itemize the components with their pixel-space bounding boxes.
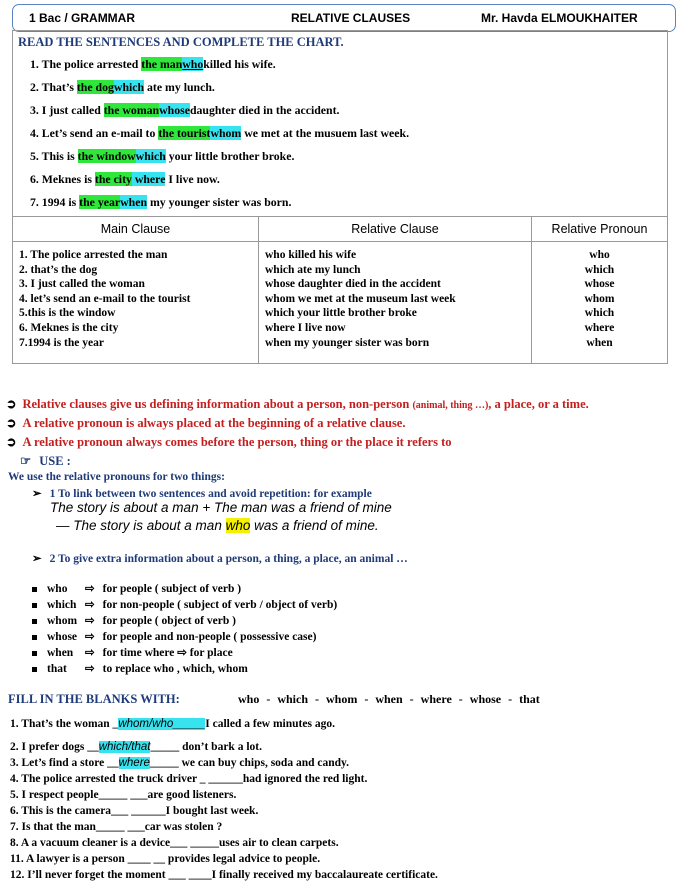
page-header: [12, 4, 676, 32]
relative-clause-chart: [12, 216, 668, 364]
pronoun-usage-item: when ⇨ for time where ⇨ for place: [32, 645, 233, 659]
answer-highlight: whom/who_____: [118, 718, 206, 730]
sentence-7: 7. 1994 is the yearwhen my younger sister was born.: [30, 195, 292, 209]
arrow-icon: ➲: [6, 397, 17, 411]
header-level: 1 Bac / GRAMMAR: [29, 11, 136, 25]
relative-clause-cell: who killed his wife which ate my lunch whose daughter died in the accident whom we met at the museum last week which your little brother broke where I live now when my younger sister was born: [259, 242, 532, 364]
noun-highlight: the year: [79, 195, 121, 209]
col-relative-pronoun: Relative Pronoun: [532, 217, 668, 242]
relative-pronoun-cell: who which whose whom which where when: [532, 242, 668, 364]
example-line-2: — The story is about a man who was a friend of mine.: [56, 518, 379, 533]
noun-highlight: the window: [77, 149, 136, 163]
example-line-1: The story is about a man + The man was a friend of mine: [50, 500, 392, 515]
exercise-question-12: 12. I’ll never forget the moment ___ ____I finally received my baccalaureate certificate.: [10, 869, 438, 881]
pronoun-usage-item: whose ⇨ for people and non-people ( possessive case): [32, 629, 316, 643]
square-bullet-icon: [32, 651, 37, 656]
exercise-question-7: 7. Is that the man_____ ___car was stolen ?: [10, 821, 223, 833]
noun-highlight: the dog: [76, 80, 114, 94]
exercise-question-1: 1. That’s the woman _whom/who_____I called a few minutes ago.: [10, 718, 335, 730]
header-author: Mr. Havda ELMOUKHAITER: [481, 11, 638, 25]
exercise-question-4: 4. The police arrested the truck driver _ ______had ignored the red light.: [10, 773, 368, 785]
arrow-right-icon: ⇨: [85, 663, 95, 675]
pronoun-usage-item: which ⇨ for non-people ( subject of verb / object of verb): [32, 597, 337, 611]
exercise-question-3: 3. Let’s find a store __where_____ we can buy chips, soda and candy.: [10, 757, 350, 769]
use-intro: We use the relative pronouns for two things:: [8, 471, 225, 483]
arrow-right-icon: ⇨: [85, 647, 95, 659]
col-relative-clause: Relative Clause: [259, 217, 532, 242]
pronoun-highlight: which: [135, 149, 166, 163]
fill-in-heading: FILL IN THE BLANKS WITH: who - which - whom - when - where - whose - that: [8, 692, 540, 706]
sentence-4: 4. Let’s send an e-mail to the touristwhom we met at the musuem last week.: [30, 126, 410, 140]
triangle-bullet-icon: ➢: [32, 488, 42, 500]
use-heading: ☞ USE :: [20, 454, 71, 468]
pronoun-highlight: which: [113, 80, 145, 94]
col-main-clause: Main Clause: [13, 217, 259, 242]
square-bullet-icon: [32, 667, 37, 672]
square-bullet-icon: [32, 635, 37, 640]
use-point-2: ➢ 2 To give extra information about a person, a thing, a place, an animal …: [32, 553, 408, 565]
noun-highlight: the city: [94, 172, 132, 186]
exercise-question-5: 5. I respect people_____ ___are good listeners.: [10, 789, 237, 801]
sentence-1: 1. The police arrested the manwhokilled his wife.: [30, 57, 276, 71]
square-bullet-icon: [32, 619, 37, 624]
arrow-icon: ➲: [6, 416, 17, 430]
square-bullet-icon: [32, 587, 37, 592]
triangle-bullet-icon: ➢: [32, 553, 42, 565]
exercise-question-8: 8. A a vacuum cleaner is a device___ _____uses air to clean carpets.: [10, 837, 339, 849]
arrow-right-icon: ⇨: [85, 615, 95, 627]
header-title: RELATIVE CLAUSES: [291, 11, 411, 25]
sentence-3: 3. I just called the womanwhosedaughter died in the accident.: [30, 103, 340, 117]
pronoun-usage-item: that ⇨ to replace who , which, whom: [32, 661, 248, 675]
pronoun-highlight: whom: [210, 126, 242, 140]
pronoun-highlight: where: [131, 172, 166, 186]
arrow-icon: ➲: [6, 435, 17, 449]
word-bank: who - which - whom - when - where - whose - that: [238, 692, 540, 706]
instruction: READ THE SENTENCES AND COMPLETE THE CHART.: [18, 35, 344, 49]
square-bullet-icon: [32, 603, 37, 608]
exercise-question-11: 11. A lawyer is a person ____ __ provides legal advice to people.: [10, 853, 321, 865]
answer-highlight: which/that: [98, 741, 151, 753]
note-3: ➲ A relative pronoun always comes before the person, thing or the place it refers to: [6, 435, 452, 449]
main-clause-cell: 1. The police arrested the man 2. that’s the dog 3. I just called the woman 4. let’s send an e-mail to the tourist 5.this is the window 6. Meknes is the city 7.1994 is the year: [13, 242, 259, 364]
sentence-5: 5. This is the windowwhich your little brother broke.: [30, 149, 295, 163]
arrow-right-icon: ⇨: [85, 583, 95, 595]
pronoun-highlight: whose: [159, 103, 190, 117]
note-1: ➲ Relative clauses give us defining information about a person, non-person (animal, thing …), a place, or a time.: [6, 397, 589, 411]
exercise-question-6: 6. This is the camera___ ______I bought last week.: [10, 805, 259, 817]
arrow-right-icon: ⇨: [85, 599, 95, 611]
sentence-2: 2. That’s the dogwhich ate my lunch.: [30, 80, 215, 94]
noun-highlight: the woman: [103, 103, 160, 117]
sentence-6: 6. Meknes is the city where I live now.: [30, 172, 220, 186]
use-point-1: ➢ 1 To link between two sentences and avoid repetition: for example: [32, 488, 372, 500]
arrow-right-icon: ⇨: [85, 631, 95, 643]
who-highlight: who: [225, 518, 251, 533]
pronoun-usage-item: who ⇨ for people ( subject of verb ): [32, 581, 241, 595]
noun-highlight: the man: [141, 57, 183, 71]
pronoun-usage-item: whom ⇨ for people ( object of verb ): [32, 613, 236, 627]
answer-highlight: where: [118, 757, 150, 769]
pronoun-highlight: who: [182, 57, 204, 71]
note-2: ➲ A relative pronoun is always placed at the beginning of a relative clause.: [6, 416, 406, 430]
pointing-hand-icon: ☞: [20, 454, 32, 468]
exercise-question-2: 2. I prefer dogs __which/that_____ don’t bark a lot.: [10, 741, 262, 753]
noun-highlight: the tourist: [158, 126, 211, 140]
pronoun-highlight: when: [120, 195, 148, 209]
